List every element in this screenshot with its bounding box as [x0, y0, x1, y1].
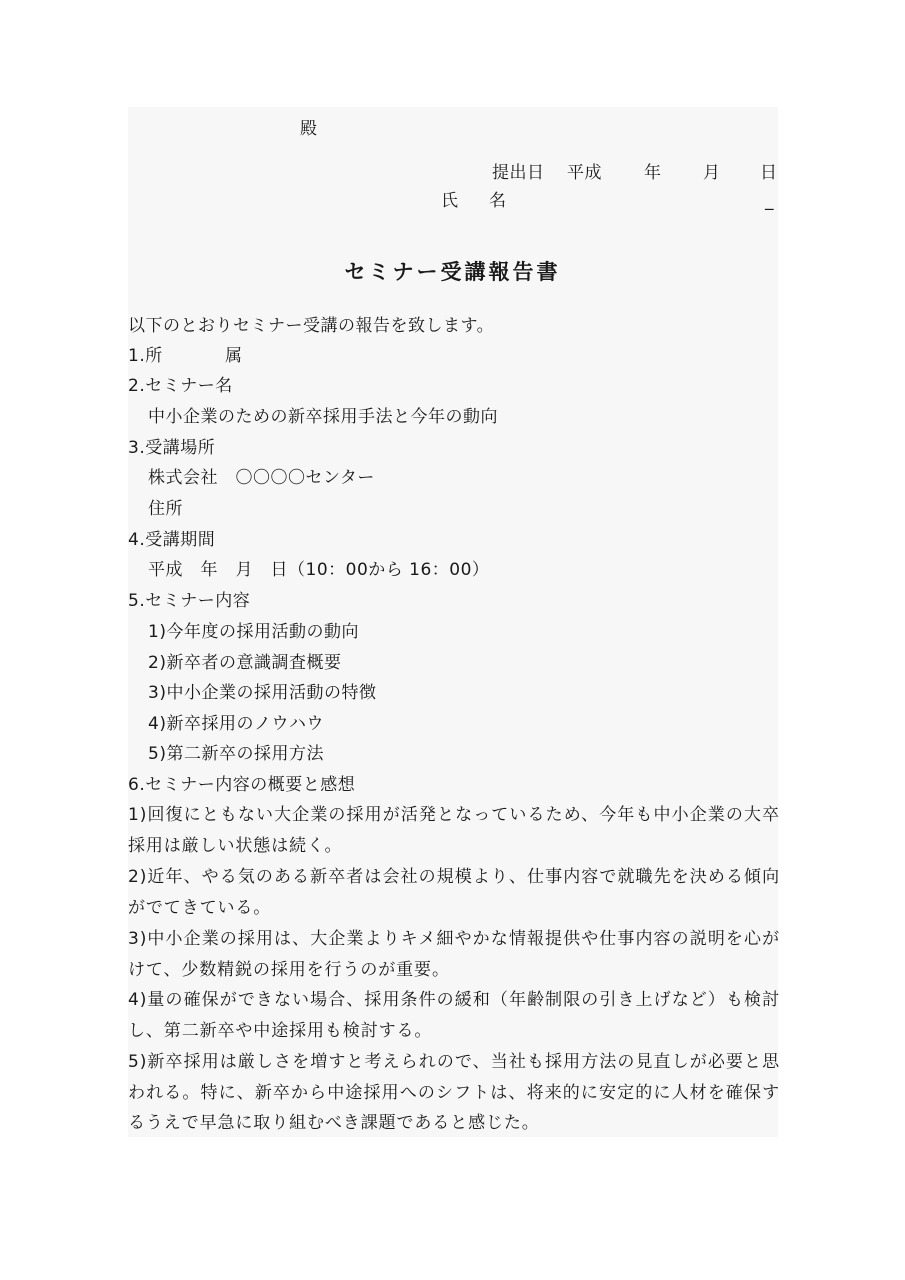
- submit-date-year-unit: 年: [644, 163, 662, 183]
- section-1-label-tail: 属: [225, 346, 243, 366]
- section-6-paragraph: 3)中小企業の採用は、大企業よりキメ細やかな情報提供や仕事内容の説明を心がけて、少数精鋭の採用を行うのが重要。: [128, 929, 780, 980]
- section-5-label: 5.セミナー内容: [128, 591, 251, 611]
- section-3-label: 3.受講場所: [128, 438, 216, 458]
- section-6-paragraph: 5)新卒採用は厳しさを増すと考えられので、当社も採用方法の見直しが必要と思われる。特に、新卒から中途採用へのシフトは、将来的に安定的に人材を確保するうえで早急に取り組むべき課題であると感じた。: [128, 1052, 780, 1133]
- submit-date-day-unit: 日: [760, 163, 778, 183]
- intro-text: 以下のとおりセミナー受講の報告を致します。: [128, 316, 495, 336]
- document-title: セミナー受講報告書: [344, 260, 561, 284]
- section-2-label: 2.セミナー名: [128, 376, 233, 396]
- section-5-item: 4)新卒採用のノウハウ: [148, 714, 324, 734]
- submit-date-era: 平成: [567, 163, 602, 183]
- section-4-label: 4.受講期間: [128, 530, 216, 550]
- submit-date-month-unit: 月: [703, 163, 721, 183]
- name-label-1: 氏: [441, 191, 459, 211]
- section-3-address: 住所: [148, 499, 183, 519]
- section-1-label: 1.所: [128, 346, 163, 366]
- signature-line: _: [765, 191, 774, 211]
- section-5-item: 2)新卒者の意識調査概要: [148, 653, 342, 673]
- section-4-value: 平成 年 月 日（10：00から 16：00）: [148, 560, 490, 580]
- section-6-paragraph: 4)量の確保ができない場合、採用条件の緩和（年齢制限の引き上げなど）も検討し、第二新卒や中途採用も検討する。: [128, 990, 780, 1041]
- section-3-company: 株式会社 〇〇〇〇センター: [148, 468, 375, 488]
- submit-date-label: 提出日: [492, 163, 545, 183]
- name-label-2: 名: [489, 191, 507, 211]
- section-2-value: 中小企業のための新卒採用手法と今年の動向: [148, 407, 498, 427]
- section-6-label: 6.セミナー内容の概要と感想: [128, 775, 356, 795]
- section-5-item: 5)第二新卒の採用方法: [148, 744, 324, 764]
- section-6-paragraph: 1)回復にともない大企業の採用が活発となっているため、今年も中小企業の大卒採用は厳しい状態は続く。: [128, 805, 780, 856]
- section-5-item: 3)中小企業の採用活動の特徴: [148, 683, 377, 703]
- addressee-honorific: 殿: [300, 119, 318, 139]
- section-6-paragraph: 2)近年、やる気のある新卒者は会社の規模より、仕事内容で就職先を決める傾向がでてきている。: [128, 867, 780, 918]
- section-5-item: 1)今年度の採用活動の動向: [148, 622, 359, 642]
